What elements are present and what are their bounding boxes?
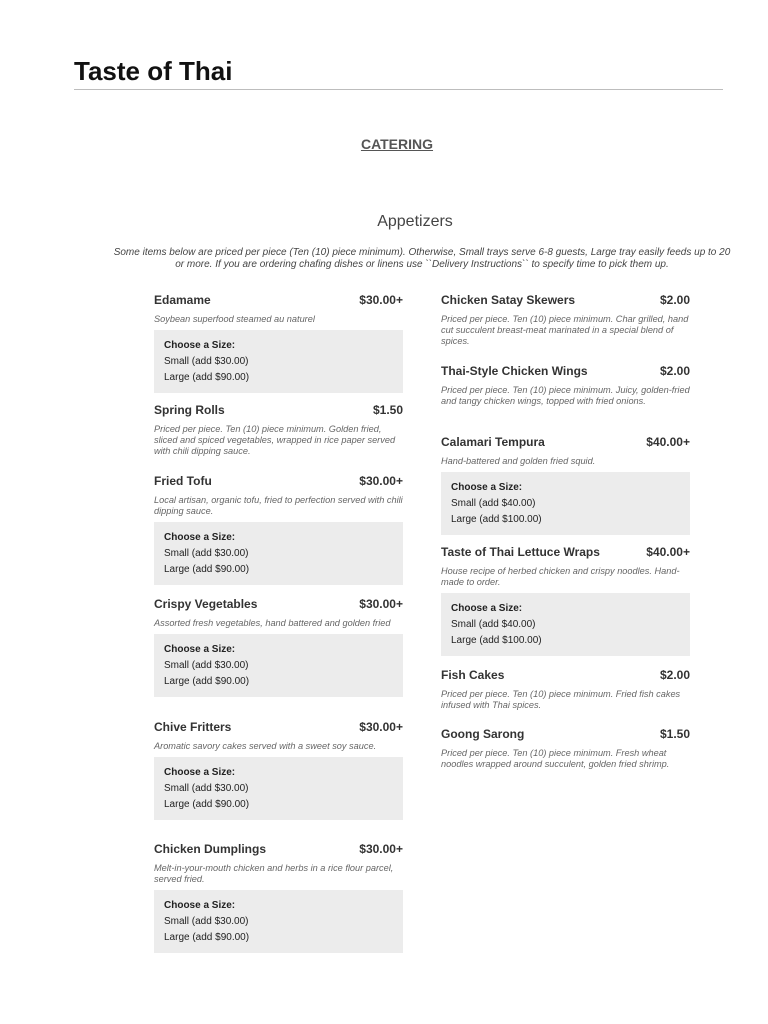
size-option-small[interactable]: Small (add $30.00) <box>164 548 249 559</box>
menu-item[interactable] <box>154 719 403 841</box>
section-note: Some items below are priced per piece (Ten (10) piece minimum). Otherwise, Small trays serve 6-8 guests, Large tray easily feeds up to 20 or more. If you are ordering chafing dishes or linens use ``Delivery Instructions`` to specify time to pick them up. <box>113 247 731 270</box>
menu-item[interactable] <box>154 292 403 402</box>
menu-item[interactable] <box>154 841 403 953</box>
left-column <box>154 292 403 953</box>
title-divider <box>74 89 723 90</box>
size-options[interactable] <box>154 757 403 820</box>
menu-item[interactable] <box>441 292 690 363</box>
size-option-small[interactable]: Small (add $30.00) <box>164 783 249 794</box>
size-label: Choose a Size: <box>164 532 236 543</box>
item-name: Spring Rolls <box>154 403 225 417</box>
item-price: $1.50 <box>372 403 403 417</box>
item-description: Soybean superfood steamed au naturel <box>154 314 315 324</box>
item-price: $30.00+ <box>359 293 403 307</box>
size-label: Choose a Size: <box>164 767 236 778</box>
item-description: Priced per piece. Ten (10) piece minimum. Juicy, golden-fried and tangy chicken wings, topped with fried onions. <box>441 385 690 406</box>
size-option-large[interactable]: Large (add $90.00) <box>164 932 250 943</box>
menu-item[interactable] <box>441 544 690 667</box>
item-name: Goong Sarong <box>441 727 525 741</box>
item-name: Thai-Style Chicken Wings <box>441 364 588 378</box>
item-price: $30.00+ <box>359 474 403 488</box>
item-description: Priced per piece. Ten (10) piece minimum. Char grilled, hand cut succulent breast-meat marinated in a special blend of spices. <box>441 314 689 346</box>
menu-item[interactable] <box>441 363 690 434</box>
item-name: Calamari Tempura <box>441 435 545 449</box>
item-description: Priced per piece. Ten (10) piece minimum. Fried fish cakes infused with Thai spices. <box>441 689 681 710</box>
item-name: Chive Fritters <box>154 720 232 734</box>
item-price: $1.50 <box>659 727 690 741</box>
item-description: House recipe of herbed chicken and crispy noodles. Hand-made to order. <box>441 566 680 587</box>
size-label: Choose a Size: <box>164 340 236 351</box>
size-option-large[interactable]: Large (add $90.00) <box>164 676 250 687</box>
item-description: Priced per piece. Ten (10) piece minimum. Golden fried, sliced and spiced vegetables, wrapped in rice paper served with chili dipping sauce. <box>154 424 396 456</box>
size-option-large[interactable]: Large (add $100.00) <box>451 514 542 525</box>
item-description: Melt-in-your-mouth chicken and herbs in a rice flour parcel, served fried. <box>154 863 394 884</box>
menu-item[interactable] <box>154 402 403 473</box>
item-price: $30.00+ <box>359 842 403 856</box>
size-option-small[interactable]: Small (add $40.00) <box>451 619 536 630</box>
size-options[interactable] <box>441 472 690 535</box>
menu-item[interactable] <box>154 596 403 719</box>
size-option-small[interactable]: Small (add $30.00) <box>164 356 249 367</box>
size-options[interactable] <box>154 890 403 953</box>
menu-item[interactable] <box>154 473 403 596</box>
item-name: Chicken Satay Skewers <box>441 293 576 307</box>
item-name: Taste of Thai Lettuce Wraps <box>441 545 600 559</box>
site-title: Taste of Thai <box>74 56 233 86</box>
section-title: Appetizers <box>377 213 453 230</box>
item-description: Local artisan, organic tofu, fried to perfection served with chili dipping sauce. <box>154 495 403 516</box>
size-option-small[interactable]: Small (add $30.00) <box>164 660 249 671</box>
item-name: Edamame <box>154 293 211 307</box>
size-options[interactable] <box>154 330 403 393</box>
item-price: $30.00+ <box>359 597 403 611</box>
item-price: $2.00 <box>659 364 690 378</box>
size-options[interactable] <box>441 593 690 656</box>
item-description: Hand-battered and golden fried squid. <box>441 456 596 466</box>
item-description: Assorted fresh vegetables, hand battered and golden fried <box>154 618 391 628</box>
item-price: $30.00+ <box>359 720 403 734</box>
size-option-large[interactable]: Large (add $100.00) <box>451 635 542 646</box>
size-option-large[interactable]: Large (add $90.00) <box>164 564 250 575</box>
item-name: Fish Cakes <box>441 668 505 682</box>
size-label: Choose a Size: <box>164 644 236 655</box>
size-option-small[interactable]: Small (add $40.00) <box>451 498 536 509</box>
right-column <box>441 292 690 770</box>
size-label: Choose a Size: <box>451 603 523 614</box>
item-description: Priced per piece. Ten (10) piece minimum. Fresh wheat noodles wrapped around succulent, golden fried shrimp. <box>441 748 670 769</box>
item-name: Fried Tofu <box>154 474 212 488</box>
item-price: $2.00 <box>659 293 690 307</box>
size-options[interactable] <box>154 522 403 585</box>
size-options[interactable] <box>154 634 403 697</box>
item-price: $2.00 <box>659 668 690 682</box>
size-option-large[interactable]: Large (add $90.00) <box>164 372 250 383</box>
menu-item[interactable] <box>441 726 690 770</box>
item-name: Chicken Dumplings <box>154 842 267 856</box>
size-label: Choose a Size: <box>164 900 236 911</box>
item-description: Aromatic savory cakes served with a sweet soy sauce. <box>154 741 377 751</box>
size-option-large[interactable]: Large (add $90.00) <box>164 799 250 810</box>
item-price: $40.00+ <box>646 435 690 449</box>
item-price: $40.00+ <box>646 545 690 559</box>
catering-link[interactable]: CATERING <box>360 136 434 152</box>
size-label: Choose a Size: <box>451 482 523 493</box>
menu-item[interactable] <box>441 434 690 544</box>
size-option-small[interactable]: Small (add $30.00) <box>164 916 249 927</box>
item-name: Crispy Vegetables <box>154 597 258 611</box>
menu-item[interactable] <box>441 667 690 726</box>
